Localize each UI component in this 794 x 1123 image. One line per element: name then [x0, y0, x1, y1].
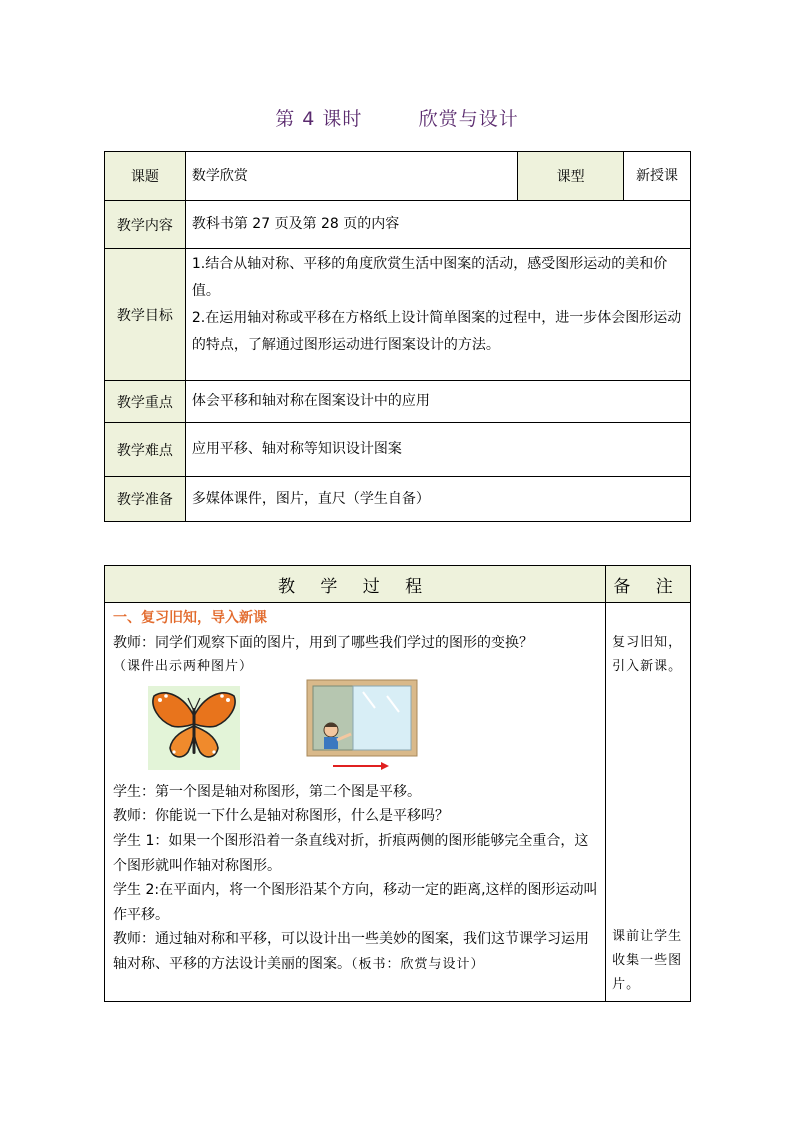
- key-label: 教学重点: [105, 381, 186, 423]
- content-value: 教科书第 27 页及第 28 页的内容: [185, 201, 690, 249]
- goal-item: 1.结合从轴对称、平移的角度欣赏生活中图案的活动，感受图形运动的美和价值。: [191, 256, 668, 299]
- process-line: [113, 927, 599, 977]
- page-title: 第 4 课时 欣赏与设计: [275, 108, 519, 130]
- process-line-note: （课件出示两种图片）: [113, 659, 254, 675]
- topic-value: 数学欣赏: [185, 152, 517, 201]
- type-value: 新授课: [624, 152, 691, 201]
- process-body: [105, 603, 606, 1002]
- process-line: 教师：你能说一下什么是轴对称图形，什么是平移吗？: [113, 808, 449, 825]
- notes-body: [606, 603, 691, 1002]
- sliding-window-image: [303, 678, 423, 774]
- difficulty-value: 应用平移、轴对称等知识设计图案: [185, 423, 690, 477]
- teaching-process-table: [104, 565, 691, 1002]
- notes-header: 备 注: [606, 566, 691, 603]
- goals-label: 教学目标: [105, 249, 186, 381]
- prep-label: 教学准备: [105, 477, 186, 522]
- process-line: 教师：同学们观察下面的图片，用到了哪些我们学过的图形的变换？: [113, 634, 533, 651]
- butterfly-image: [148, 686, 240, 770]
- prep-value: 多媒体课件，图片，直尺（学生自备）: [185, 477, 690, 522]
- goal-item: 2.在运用轴对称或平移在方格纸上设计简单图案的过程中，进一步体会图形运动的特点，了解通过图形运动进行图案设计的方法。: [191, 310, 682, 353]
- process-line-text: 教师：通过轴对称和平移，可以设计出一些美妙的图案，我们这节课学习运用轴对称、平移的方法设计美丽的图案。: [113, 931, 589, 972]
- example-pictures: [113, 680, 599, 780]
- lesson-info-table: [104, 151, 691, 522]
- note-collect: 课前让学生收集一些图片。: [612, 929, 683, 992]
- process-line: 学生 1：如果一个图形沿着一条直线对折，折痕两侧的图形能够完全重合，这个图形就叫作轴对称图形。: [113, 832, 589, 874]
- process-line: 学生 2:在平面内，将一个图形沿某个方向，移动一定的距离,这样的图形运动叫作平移。: [113, 882, 598, 923]
- key-value: 体会平移和轴对称在图案设计中的应用: [185, 381, 690, 423]
- process-line: 学生：第一个图是轴对称图形，第二个图是平移。: [113, 783, 421, 800]
- process-header: 教 学 过 程: [105, 566, 606, 603]
- blackboard-note: （板书：欣赏与设计）: [351, 956, 485, 972]
- note-review: 复习旧知，引入新课。: [612, 635, 683, 674]
- goals-value: [185, 249, 690, 381]
- difficulty-label: 教学难点: [105, 423, 186, 477]
- topic-label: 课题: [105, 152, 186, 201]
- section-title: 一、复习旧知，导入新课: [113, 610, 267, 626]
- content-label: 教学内容: [105, 201, 186, 249]
- type-label: 课型: [518, 152, 624, 201]
